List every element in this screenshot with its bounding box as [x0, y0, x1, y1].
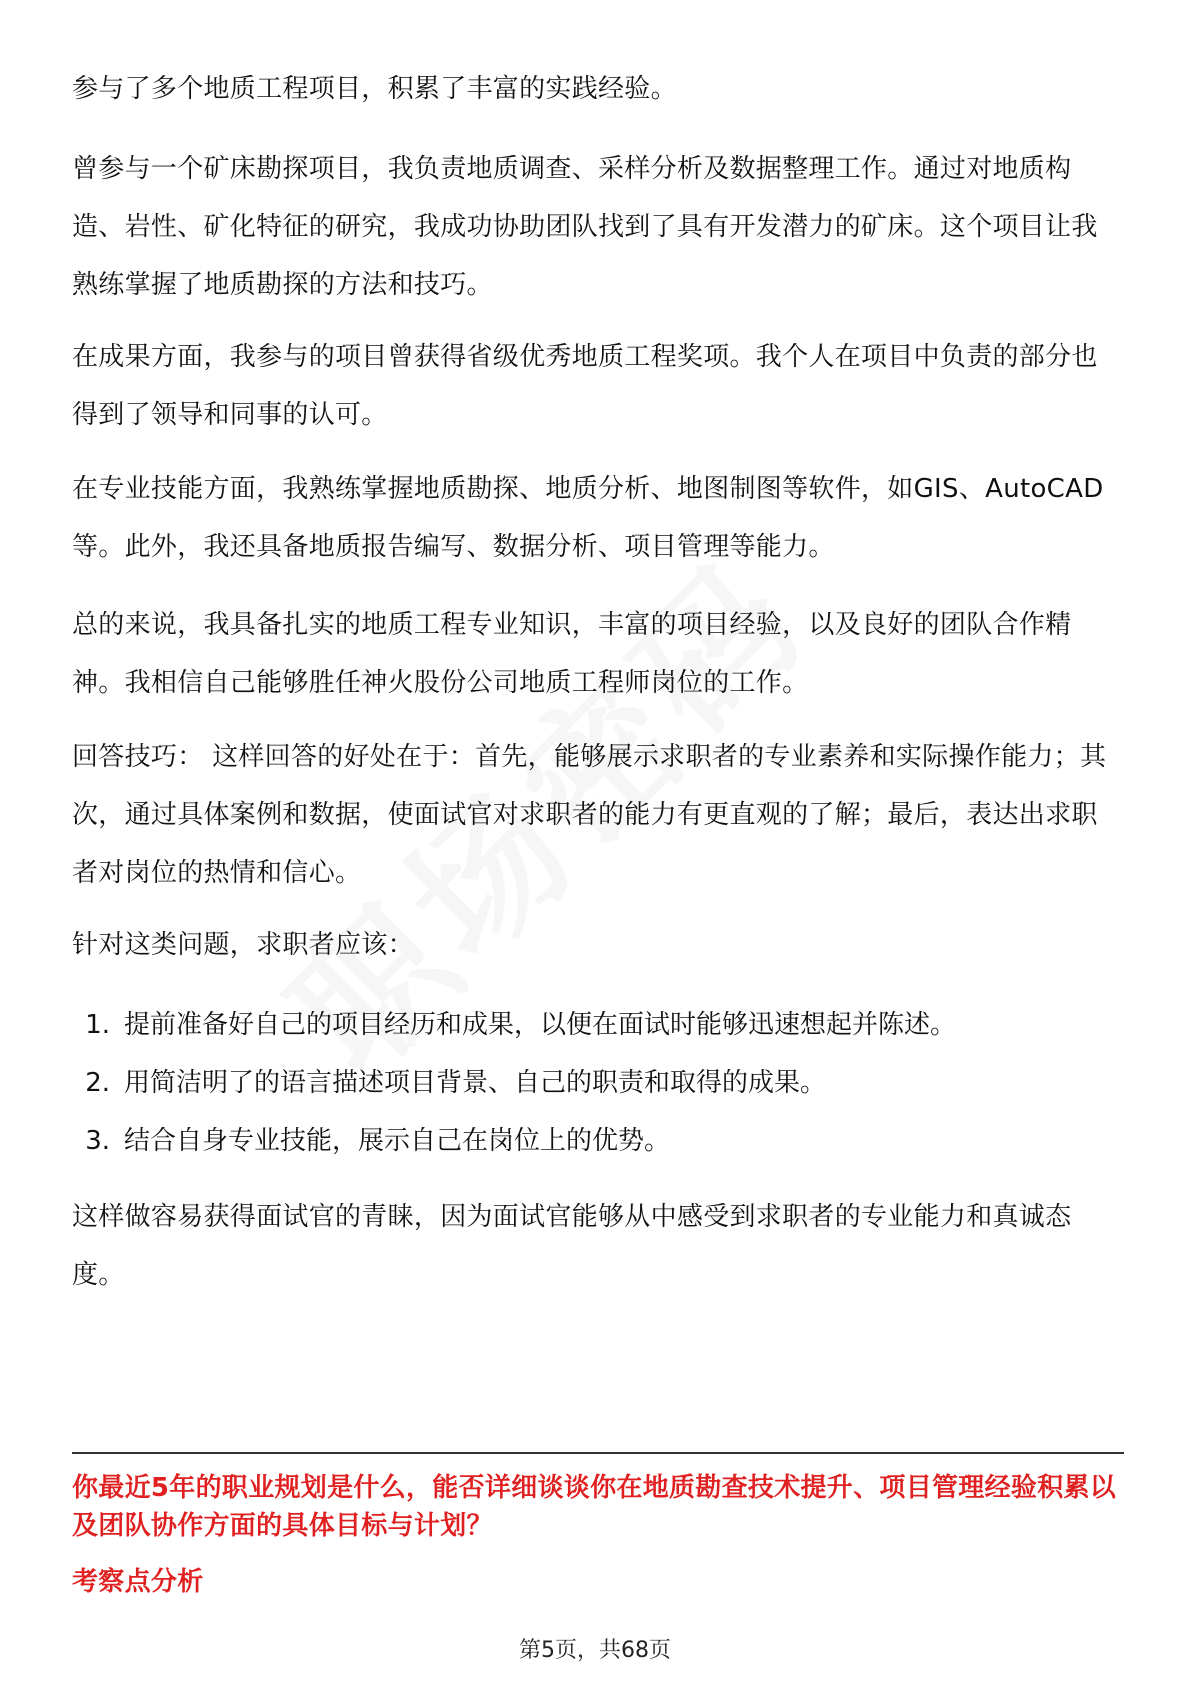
- list-item: [72, 996, 1122, 1054]
- section-heading: 考察点分析: [72, 1567, 204, 1597]
- list-number: 1.: [85, 1010, 110, 1040]
- list-text: 提前准备好自己的项目经历和成果，以便在面试时能够迅速想起并陈述。: [124, 1010, 957, 1040]
- advice-list: [72, 996, 1122, 1170]
- list-item: [72, 1112, 1122, 1170]
- list-text: 结合自身专业技能，展示自己在岗位上的优势。: [124, 1126, 671, 1156]
- paragraph-lead-in: 针对这类问题，求职者应该：: [72, 930, 414, 960]
- closing-paragraph: 这样做容易获得面试官的青睐，因为面试官能够从中感受到求职者的专业能力和真诚态度。: [72, 1202, 1072, 1290]
- page-footer: 第5页，共68页: [519, 1638, 671, 1663]
- paragraph-5: 总的来说，我具备扎实的地质工程专业知识，丰富的项目经验，以及良好的团队合作精神。我相信自己能够胜任神火股份公司地质工程师岗位的工作。: [72, 610, 1072, 698]
- paragraph-1: 参与了多个地质工程项目，积累了丰富的实践经验。: [72, 74, 677, 104]
- list-number: 2.: [85, 1068, 110, 1098]
- paragraph-answer-tips: 回答技巧： 这样回答的好处在于：首先，能够展示求职者的专业素养和实际操作能力；其次，通过具体案例和数据，使面试官对求职者的能力有更直观的了解；最后，表达出求职者对岗位的热情和信心。: [72, 742, 1107, 888]
- paragraph-2: 曾参与一个矿床勘探项目，我负责地质调查、采样分析及数据整理工作。通过对地质构造、岩性、矿化特征的研究，我成功协助团队找到了具有开发潜力的矿床。这个项目让我熟练掌握了地质勘探的方法和技巧。: [72, 154, 1098, 300]
- list-number: 3.: [85, 1126, 110, 1156]
- paragraph-3: 在成果方面，我参与的项目曾获得省级优秀地质工程奖项。我个人在项目中负责的部分也得到了领导和同事的认可。: [72, 342, 1098, 430]
- list-item: [72, 1054, 1122, 1112]
- interview-question: 你最近5年的职业规划是什么，能否详细谈谈你在地质勘查技术提升、项目管理经验积累以及团队协作方面的具体目标与计划？: [72, 1473, 1117, 1541]
- section-divider: [72, 1452, 1124, 1454]
- list-text: 用简洁明了的语言描述项目背景、自己的职责和取得的成果。: [124, 1068, 827, 1098]
- paragraph-4: 在专业技能方面，我熟练掌握地质勘探、地质分析、地图制图等软件，如GIS、AutoCAD等。此外，我还具备地质报告编写、数据分析、项目管理等能力。: [72, 474, 1104, 562]
